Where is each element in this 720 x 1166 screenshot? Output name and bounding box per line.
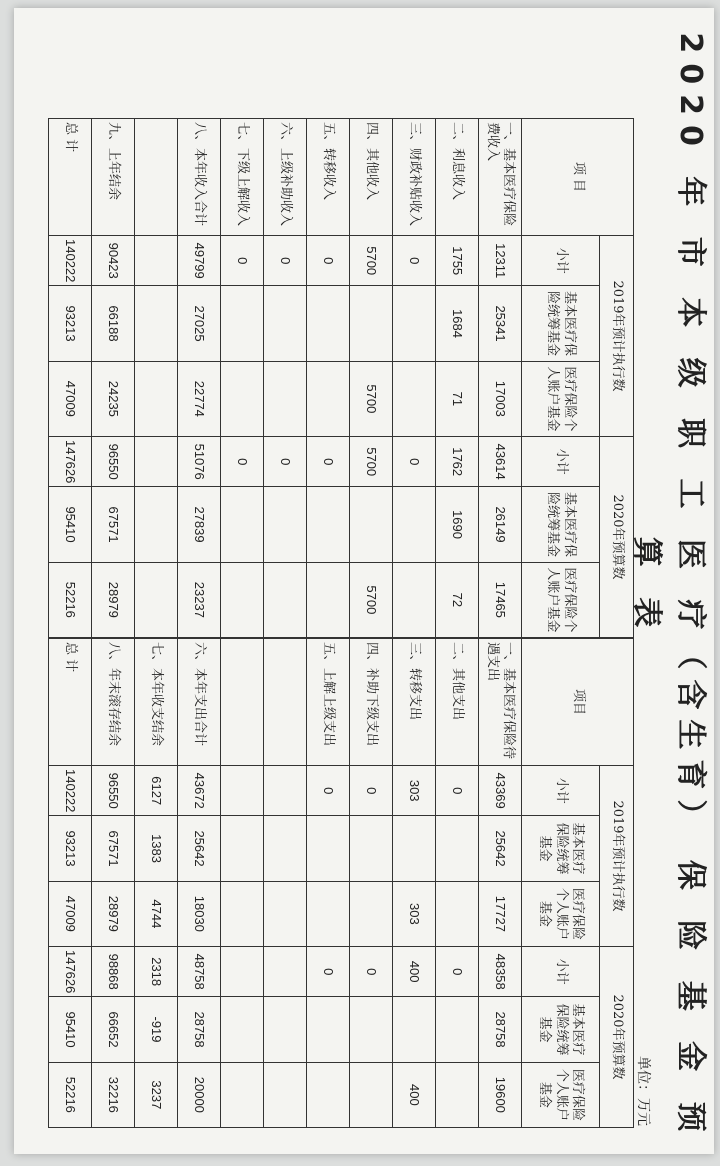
col-subtotal: 小计	[522, 436, 600, 486]
row-label: 二、利息收入	[436, 119, 479, 236]
value-cell	[221, 946, 264, 996]
value-cell	[436, 816, 479, 881]
value-cell	[350, 881, 393, 946]
row-label: 六、上级补助收入	[264, 119, 307, 236]
row-label: 八、本年收入合计	[178, 119, 221, 236]
value-cell: 0	[436, 766, 479, 816]
value-cell	[393, 816, 436, 881]
value-cell: 71	[436, 361, 479, 436]
col-subtotal: 小计	[522, 946, 600, 996]
value-cell: 32216	[92, 1062, 135, 1127]
unit-label: 单位：万元	[635, 1056, 651, 1126]
value-cell	[221, 881, 264, 946]
rotated-sheet	[14, 8, 720, 1166]
value-cell	[307, 881, 350, 946]
value-cell: 72	[436, 562, 479, 637]
table-row	[393, 639, 436, 1128]
value-cell: 43369	[479, 766, 522, 816]
value-cell	[264, 361, 307, 436]
value-cell	[264, 881, 307, 946]
value-cell: 0	[307, 946, 350, 996]
table-row	[221, 119, 264, 638]
value-cell	[135, 562, 178, 637]
income-2019-header: 2019年预计执行数	[600, 236, 634, 437]
value-cell: 28979	[92, 562, 135, 637]
value-cell: 3237	[135, 1062, 178, 1127]
page-title: 2020 年 市 本 级 职 工 医 疗（含生育） 保 险 基 金 预 算 表	[629, 32, 708, 1142]
value-cell	[393, 286, 436, 361]
table-row	[92, 639, 135, 1128]
table-row	[436, 119, 479, 638]
value-cell: 303	[393, 766, 436, 816]
value-cell: 27839	[178, 487, 221, 562]
document-page	[14, 8, 714, 1154]
value-cell: 0	[264, 236, 307, 286]
value-cell: 67571	[92, 487, 135, 562]
col-personal: 医疗保险个人账户基金	[522, 1062, 600, 1127]
value-cell	[393, 997, 436, 1062]
value-cell: 90423	[92, 236, 135, 286]
value-cell: 24235	[92, 361, 135, 436]
value-cell: 48358	[479, 946, 522, 996]
value-cell	[264, 816, 307, 881]
col-personal: 医疗保险个人账户基金	[522, 881, 600, 946]
value-cell: -919	[135, 997, 178, 1062]
value-cell	[264, 946, 307, 996]
row-label: 四、补助下级支出	[350, 639, 393, 766]
col-subtotal: 小计	[522, 766, 600, 816]
value-cell: 23237	[178, 562, 221, 637]
row-label: 六、本年支出合计	[178, 639, 221, 766]
value-cell: 1383	[135, 816, 178, 881]
value-cell	[350, 1062, 393, 1127]
table-row	[307, 119, 350, 638]
income-table	[48, 118, 634, 638]
value-cell: 93213	[49, 816, 92, 881]
value-cell: 303	[393, 881, 436, 946]
value-cell: 5700	[350, 436, 393, 486]
row-label: 七、下级上解收入	[221, 119, 264, 236]
value-cell: 25642	[178, 816, 221, 881]
value-cell	[350, 487, 393, 562]
value-cell: 0	[307, 766, 350, 816]
value-cell: 12311	[479, 236, 522, 286]
row-label: 一、基本医疗保险费收入	[479, 119, 522, 236]
value-cell	[221, 361, 264, 436]
value-cell	[436, 997, 479, 1062]
value-cell	[221, 1062, 264, 1127]
col-pool: 基本医疗保险统筹基金	[522, 487, 600, 562]
value-cell: 1762	[436, 436, 479, 486]
expense-table	[48, 638, 634, 1128]
table-row	[178, 639, 221, 1128]
value-cell: 47009	[49, 881, 92, 946]
value-cell: 19600	[479, 1062, 522, 1127]
income-item-header: 项 目	[522, 119, 634, 236]
value-cell: 0	[221, 236, 264, 286]
value-cell: 66652	[92, 997, 135, 1062]
value-cell: 147626	[49, 946, 92, 996]
value-cell: 147626	[49, 436, 92, 486]
value-cell: 400	[393, 946, 436, 996]
value-cell	[350, 286, 393, 361]
table-row	[49, 639, 92, 1128]
value-cell: 0	[436, 946, 479, 996]
value-cell	[307, 562, 350, 637]
value-cell: 28979	[92, 881, 135, 946]
value-cell	[436, 1062, 479, 1127]
value-cell: 28758	[479, 997, 522, 1062]
value-cell	[350, 816, 393, 881]
value-cell	[264, 487, 307, 562]
value-cell	[264, 286, 307, 361]
row-label: 三、转移支出	[393, 639, 436, 766]
value-cell: 95410	[49, 997, 92, 1062]
value-cell: 2318	[135, 946, 178, 996]
value-cell	[307, 361, 350, 436]
row-label: 七、本年收支结余	[135, 639, 178, 766]
table-row	[479, 119, 522, 638]
value-cell: 67571	[92, 816, 135, 881]
row-label	[135, 119, 178, 236]
col-personal: 医疗保险个人账户基金	[522, 361, 600, 436]
value-cell: 66188	[92, 286, 135, 361]
table-row	[92, 119, 135, 638]
value-cell: 95410	[49, 487, 92, 562]
row-label	[221, 639, 264, 766]
value-cell	[264, 766, 307, 816]
value-cell: 17465	[479, 562, 522, 637]
col-personal: 医疗保险个人账户基金	[522, 562, 600, 637]
value-cell: 140222	[49, 236, 92, 286]
value-cell: 52216	[49, 562, 92, 637]
value-cell: 27025	[178, 286, 221, 361]
value-cell	[221, 286, 264, 361]
table-row	[135, 119, 178, 638]
value-cell	[350, 997, 393, 1062]
table-row	[307, 639, 350, 1128]
value-cell: 0	[393, 236, 436, 286]
value-cell	[221, 487, 264, 562]
table-row	[350, 119, 393, 638]
value-cell	[135, 361, 178, 436]
expense-2020-header: 2020年预算数	[600, 946, 634, 1127]
value-cell: 5700	[350, 361, 393, 436]
table-row	[49, 119, 92, 638]
income-2020-header: 2020年预算数	[600, 436, 634, 637]
value-cell	[135, 286, 178, 361]
value-cell: 20000	[178, 1062, 221, 1127]
value-cell: 22774	[178, 361, 221, 436]
value-cell: 1690	[436, 487, 479, 562]
row-label: 五、上解上级支出	[307, 639, 350, 766]
value-cell: 25642	[479, 816, 522, 881]
value-cell	[264, 1062, 307, 1127]
value-cell	[307, 816, 350, 881]
value-cell	[307, 487, 350, 562]
value-cell: 0	[307, 236, 350, 286]
value-cell: 52216	[49, 1062, 92, 1127]
value-cell: 0	[307, 436, 350, 486]
value-cell: 17727	[479, 881, 522, 946]
value-cell: 140222	[49, 766, 92, 816]
table-row	[264, 119, 307, 638]
row-label: 八、年末滚存结余	[92, 639, 135, 766]
value-cell	[307, 286, 350, 361]
value-cell	[436, 881, 479, 946]
value-cell: 0	[221, 436, 264, 486]
value-cell	[264, 562, 307, 637]
row-label: 四、其他收入	[350, 119, 393, 236]
row-label: 总 计	[49, 639, 92, 766]
value-cell	[393, 361, 436, 436]
value-cell: 43672	[178, 766, 221, 816]
value-cell: 25341	[479, 286, 522, 361]
table-row	[350, 639, 393, 1128]
table-row	[436, 639, 479, 1128]
row-label: 二、其他支出	[436, 639, 479, 766]
value-cell: 93213	[49, 286, 92, 361]
value-cell: 5700	[350, 562, 393, 637]
value-cell: 0	[350, 946, 393, 996]
row-label	[264, 639, 307, 766]
value-cell	[393, 487, 436, 562]
expense-item-header: 项目	[522, 639, 634, 766]
col-pool: 基本医疗保险统筹基金	[522, 286, 600, 361]
col-subtotal: 小计	[522, 236, 600, 286]
value-cell	[307, 1062, 350, 1127]
value-cell	[221, 562, 264, 637]
value-cell	[264, 997, 307, 1062]
value-cell	[393, 562, 436, 637]
value-cell: 47009	[49, 361, 92, 436]
table-row	[135, 639, 178, 1128]
value-cell: 98868	[92, 946, 135, 996]
value-cell: 96550	[92, 766, 135, 816]
value-cell	[221, 766, 264, 816]
value-cell: 1684	[436, 286, 479, 361]
row-label: 五、转移收入	[307, 119, 350, 236]
value-cell: 28758	[178, 997, 221, 1062]
value-cell: 51076	[178, 436, 221, 486]
value-cell	[135, 236, 178, 286]
value-cell: 0	[264, 436, 307, 486]
row-label: 一、基本医疗保险待遇支出	[479, 639, 522, 766]
value-cell: 96550	[92, 436, 135, 486]
row-label: 总 计	[49, 119, 92, 236]
value-cell	[135, 436, 178, 486]
value-cell: 1755	[436, 236, 479, 286]
value-cell	[307, 997, 350, 1062]
value-cell: 26149	[479, 487, 522, 562]
value-cell: 5700	[350, 236, 393, 286]
value-cell: 0	[393, 436, 436, 486]
row-label: 三、财政补贴收入	[393, 119, 436, 236]
value-cell: 43614	[479, 436, 522, 486]
value-cell: 18030	[178, 881, 221, 946]
value-cell: 48758	[178, 946, 221, 996]
value-cell: 0	[350, 766, 393, 816]
table-row	[479, 639, 522, 1128]
table-row	[221, 639, 264, 1128]
col-pool: 基本医疗保险统筹基金	[522, 997, 600, 1062]
value-cell: 400	[393, 1062, 436, 1127]
value-cell: 6127	[135, 766, 178, 816]
table-row	[393, 119, 436, 638]
expense-2019-header: 2019年预计执行数	[600, 766, 634, 947]
value-cell: 49799	[178, 236, 221, 286]
col-pool: 基本医疗保险统筹基金	[522, 816, 600, 881]
value-cell: 17003	[479, 361, 522, 436]
table-row	[178, 119, 221, 638]
row-label: 九、上年结余	[92, 119, 135, 236]
value-cell	[221, 816, 264, 881]
table-row	[264, 639, 307, 1128]
value-cell	[221, 997, 264, 1062]
value-cell: 4744	[135, 881, 178, 946]
value-cell	[135, 487, 178, 562]
